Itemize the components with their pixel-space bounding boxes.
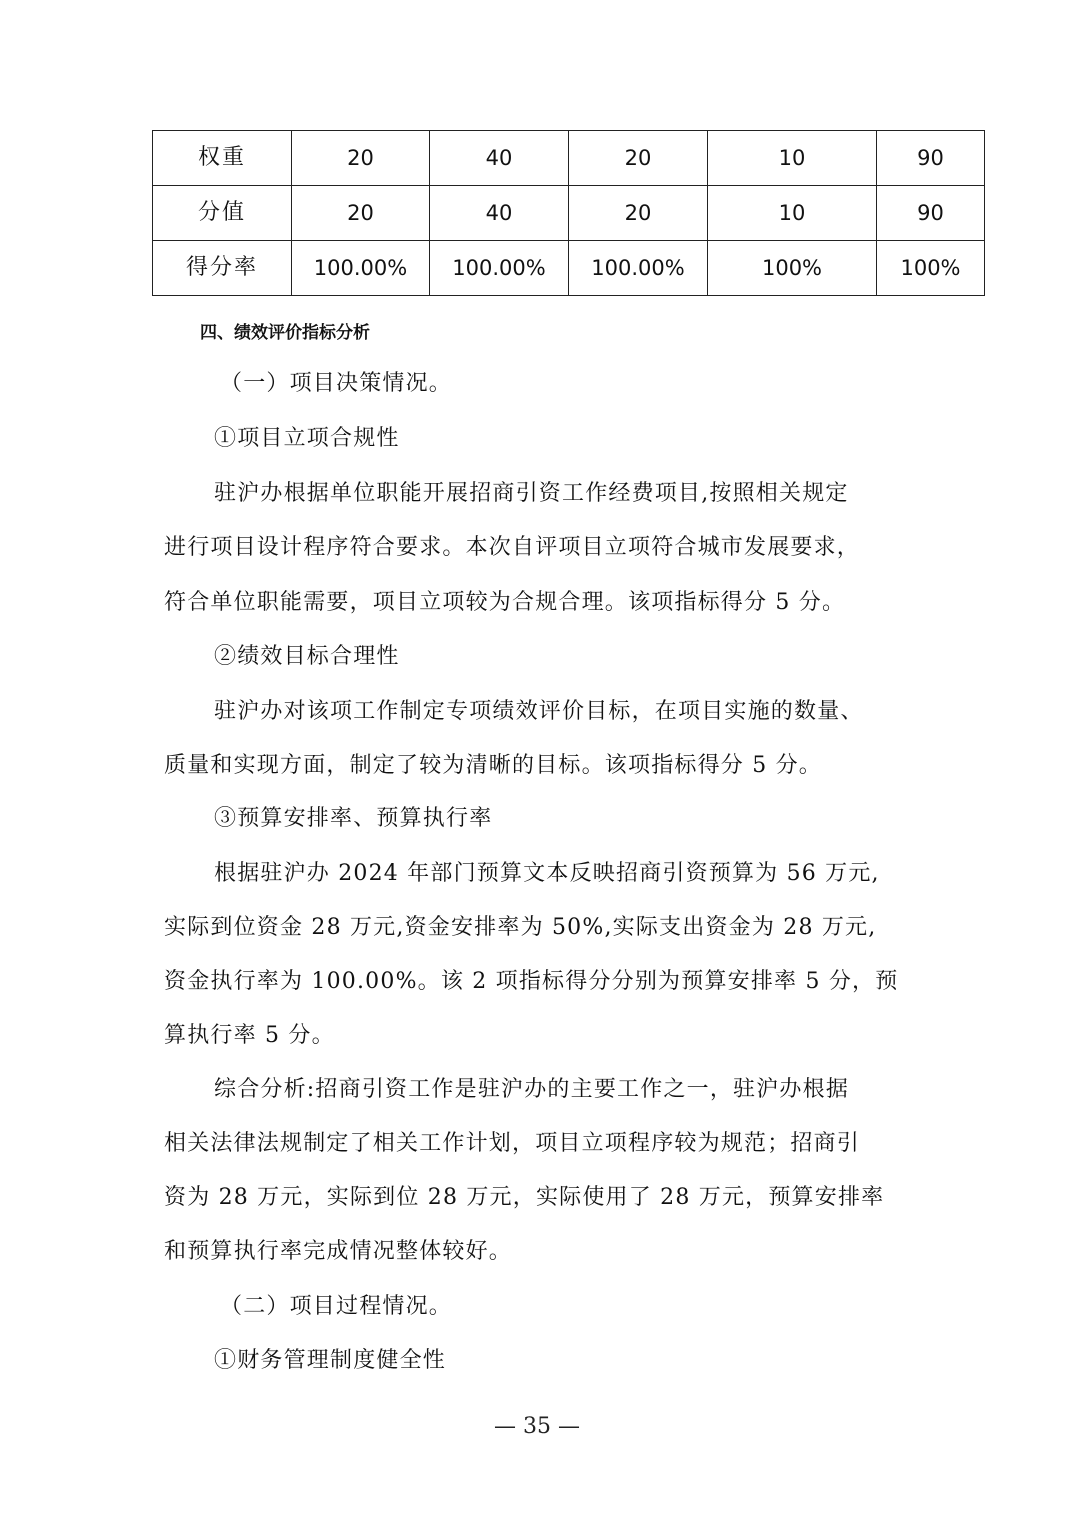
- paragraph-line: 驻沪办对该项工作制定专项绩效评价目标，在项目实施的数量、: [214, 699, 864, 724]
- item-title: ③预算安排率、预算执行率: [214, 806, 493, 831]
- paragraph-line: 驻沪办根据单位职能开展招商引资工作经费项目,按照相关规定: [214, 481, 849, 506]
- table-cell: 20: [292, 131, 430, 186]
- table-cell: 40: [430, 131, 569, 186]
- table-cell: 100%: [877, 241, 985, 296]
- section-heading: 四、绩效评价指标分析: [200, 323, 370, 343]
- paragraph-line: 实际到位资金 28 万元,资金安排率为 50%,实际支出资金为 28 万元,: [164, 915, 877, 940]
- paragraph-line: 和预算执行率完成情况整体较好。: [164, 1239, 513, 1264]
- table-cell: 20: [569, 186, 708, 241]
- paragraph-line: 算执行率 5 分。: [164, 1023, 335, 1048]
- table-cell: 100.00%: [430, 241, 569, 296]
- table-cell: 100%: [708, 241, 877, 296]
- page-number: — 35 —: [494, 1414, 580, 1439]
- table-cell: 40: [430, 186, 569, 241]
- score-table: [152, 130, 985, 296]
- table-cell: 20: [292, 186, 430, 241]
- table-row-rate: [153, 241, 985, 296]
- paragraph-line: 相关法律法规制定了相关工作计划，项目立项程序较为规范；招商引: [164, 1131, 861, 1156]
- table-row-score: [153, 186, 985, 241]
- table-cell: 90: [877, 186, 985, 241]
- paragraph-line: 资金执行率为 100.00%。该 2 项指标得分分别为预算安排率 5 分，预: [164, 969, 899, 994]
- table-cell: 100.00%: [569, 241, 708, 296]
- subsection-title: （一）项目决策情况。: [220, 371, 453, 396]
- item-title: ②绩效目标合理性: [214, 644, 400, 669]
- item-title: ①项目立项合规性: [214, 426, 400, 451]
- paragraph-line: 进行项目设计程序符合要求。本次自评项目立项符合城市发展要求，: [164, 535, 861, 560]
- paragraph-line: 符合单位职能需要，项目立项较为合规合理。该项指标得分 5 分。: [164, 590, 846, 615]
- row-label: 分值: [153, 186, 292, 241]
- table-cell: 10: [708, 131, 877, 186]
- table-cell: 100.00%: [292, 241, 430, 296]
- subsection-title: （二）项目过程情况。: [220, 1294, 453, 1319]
- paragraph-line: 资为 28 万元，实际到位 28 万元，实际使用了 28 万元，预算安排率: [164, 1185, 885, 1210]
- item-title: ①财务管理制度健全性: [214, 1348, 447, 1373]
- paragraph-line: 质量和实现方面，制定了较为清晰的目标。该项指标得分 5 分。: [164, 753, 822, 778]
- paragraph-line: 根据驻沪办 2024 年部门预算文本反映招商引资预算为 56 万元,: [214, 861, 880, 886]
- table-cell: 90: [877, 131, 985, 186]
- row-label: 得分率: [153, 241, 292, 296]
- row-label: 权重: [153, 131, 292, 186]
- table-cell: 20: [569, 131, 708, 186]
- paragraph-line: 综合分析:招商引资工作是驻沪办的主要工作之一，驻沪办根据: [214, 1077, 850, 1102]
- table-cell: 10: [708, 186, 877, 241]
- table-row-weight: [153, 131, 985, 186]
